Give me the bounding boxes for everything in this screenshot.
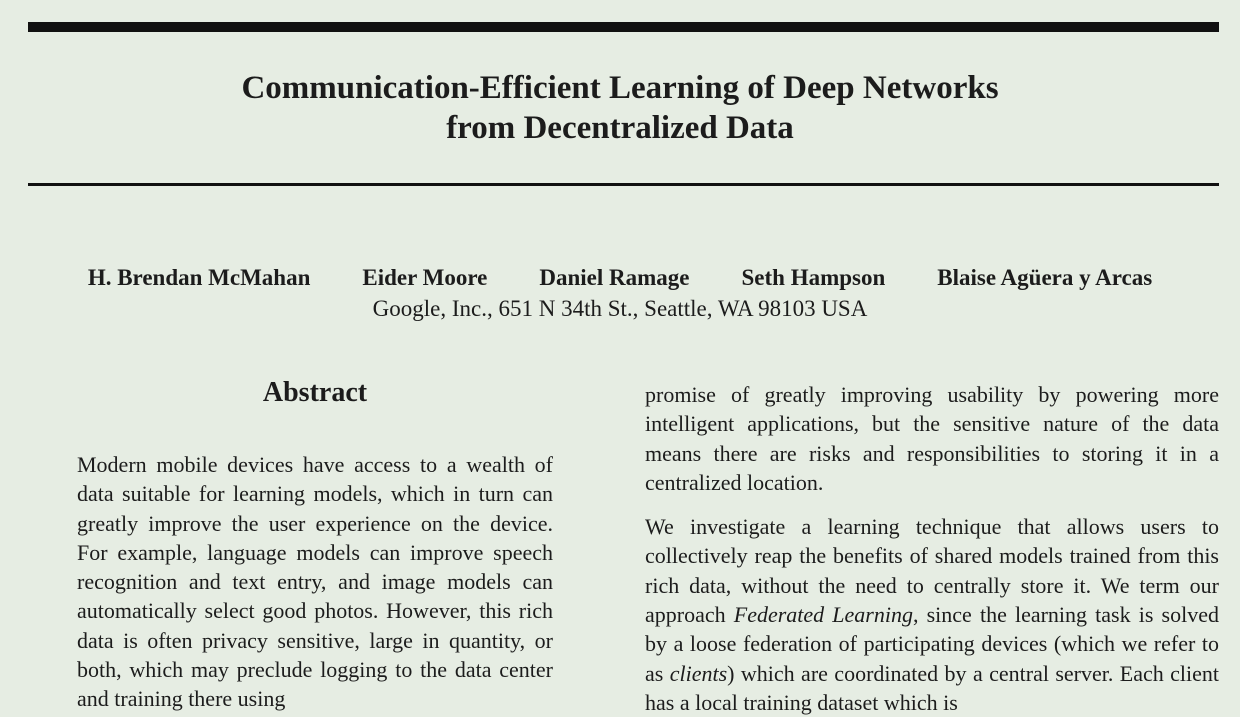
top-rule xyxy=(28,22,1219,32)
paper-title-line-2: from Decentralized Data xyxy=(446,110,794,146)
intro-paragraph-1: promise of greatly improving usability by powering more intelligent applications, but the sensitive nature of the data means there are risks and responsibilities to storing it in a centralized location. xyxy=(645,382,1219,495)
paragraph-text: ) which are coordinated by a central server. Each client has a local training dataset which is xyxy=(645,660,1220,715)
abstract-text: Modern mobile devices have access to a wealth of data suitable for learning models, which in turn can greatly improve the user experience on the device. For example, language models can improve speech recognition and text entry, and image models can automatically select good photos. However, this rich data is often privacy sensitive, large in quantity, or both, which may preclude logging to the data center and training there using xyxy=(77,452,553,712)
intro-paragraph-2 xyxy=(645,512,1219,717)
body-column-right xyxy=(645,380,1219,717)
author-list xyxy=(28,263,1212,293)
paper-title-line-1: Communication-Efficient Learning of Deep Networks xyxy=(241,70,999,106)
paper-title xyxy=(0,68,1240,148)
author-name: Seth Hampson xyxy=(741,265,886,290)
author-name: Daniel Ramage xyxy=(539,265,690,290)
author-name: H. Brendan McMahan xyxy=(87,265,311,290)
emphasis-term: Federated Learning xyxy=(733,602,913,628)
abstract-heading: Abstract xyxy=(262,377,368,408)
author-name: Eider Moore xyxy=(362,265,488,290)
author-name: Blaise Agüera y Arcas xyxy=(937,265,1153,290)
author-affiliation: Google, Inc., 651 N 34th St., Seattle, WA 98103 USA xyxy=(372,296,868,321)
title-rule xyxy=(28,183,1219,186)
paragraph-text: We investigate a learning technique that allows users to collectively reap the benefits of shared models trained from this rich data, without the need to centrally store it. We term our approach xyxy=(645,514,1219,628)
paragraph-text: , since the learning task is solved by a loose federation of participating devices (which we refer to as xyxy=(645,602,1219,686)
emphasis-term: clients xyxy=(669,660,728,686)
